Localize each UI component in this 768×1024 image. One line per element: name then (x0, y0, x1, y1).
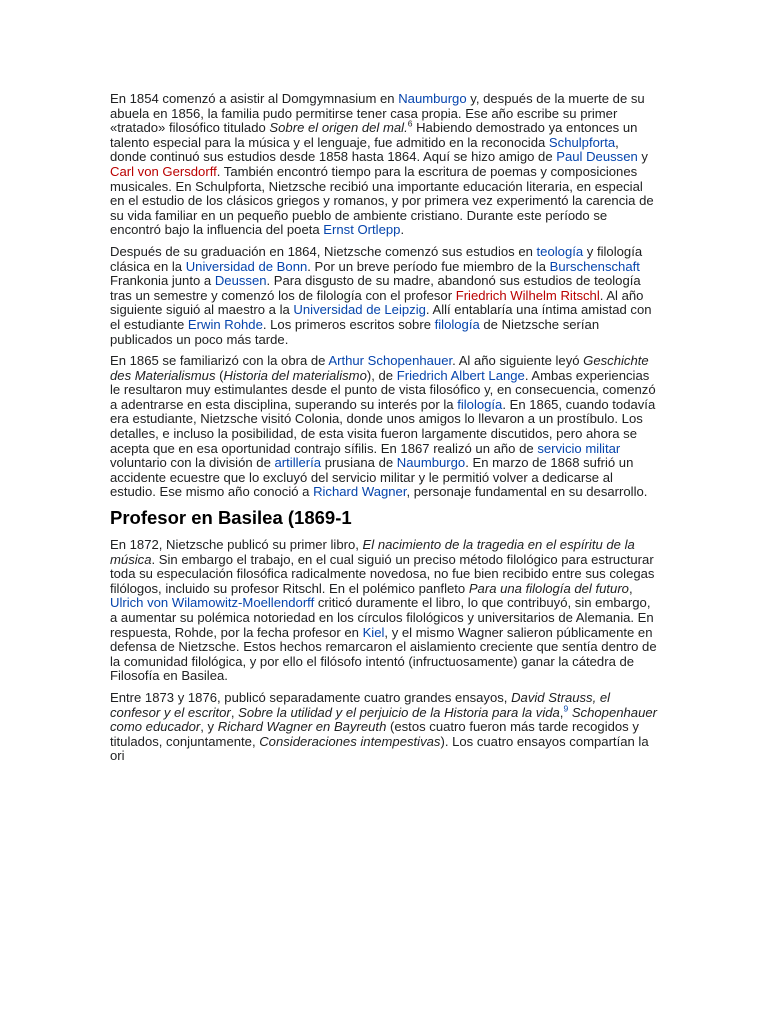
text-run: En 1865 se familiarizó con la obra de (110, 353, 329, 369)
article-link[interactable]: Naumburgo (396, 455, 466, 471)
text-run: , (628, 580, 633, 596)
footnote-reference[interactable]: 9 (563, 703, 569, 714)
text-run: . Para disgusto de su madre, abandonó sus estudios de teología tras un semestre y comenzó los de filología con el profesor (110, 273, 641, 303)
text-run: . Al año siguiente leyó (452, 353, 584, 369)
text-run: En 1872, Nietzsche publicó su primer libro, (110, 537, 363, 553)
text-run: ). Los cuatro ensayos compartían la ori (110, 733, 649, 764)
text-run: . Allí entablaría una íntima amistad con el estudiante (110, 302, 652, 332)
italic-text: Richard Wagner en Bayreuth (217, 719, 387, 735)
paragraph-1 (110, 92, 658, 238)
missing-article-link[interactable]: Carl von Gersdorff (110, 163, 217, 179)
text-run: . En 1865, cuando todavía era estudiante, Nietzsche visitó Colonia, donde unos amigos lo llevaron a un prostíbulo. Los detalles, e incluso la posibilidad, de esta visita fueron largamente discutidos, pero ahora se acepta que en esa oportunidad contrajo sífilis. En 1867 realizó un año de (110, 396, 656, 456)
italic-text: El nacimiento de la tragedia en el espíritu de la música (110, 537, 635, 567)
article-link[interactable]: servicio militar (537, 440, 621, 456)
italic-text: Schopenhauer como educador (110, 704, 657, 735)
text-run: Habiendo demostrado ya entonces un talento especial para la música y el lenguaje, fue admitido en la reconocida (110, 120, 638, 150)
text-run: . Los primeros escritos sobre (262, 316, 435, 332)
paragraph-4 (110, 538, 658, 684)
article-link[interactable]: Deussen (214, 273, 267, 289)
italic-text: David Strauss, el confesor y el escritor (110, 689, 611, 720)
article-link[interactable]: Paul Deussen (556, 149, 638, 165)
text-run: ), de (366, 367, 397, 383)
paragraph-5 (110, 691, 658, 764)
article-link[interactable]: Universidad de Leipzig (293, 302, 426, 318)
text-run: . Sin embargo el trabajo, en el cual siguió un preciso método filológico para estructurar toda su especulación filosófica radicalmente novedosa, no fue bien recibido entre sus colegas filólogos, incluido su profesor Ritschl. En el polémico panfleto (110, 551, 655, 596)
italic-text: . (404, 120, 408, 136)
article-link[interactable]: Burschenschaft (549, 258, 640, 274)
article-link[interactable]: filología (434, 316, 480, 332)
article-link[interactable]: Erwin Rohde (187, 316, 263, 332)
text-run: Después de su graduación en 1864, Nietzsche comenzó sus estudios en (110, 243, 537, 259)
text-run: , (230, 704, 239, 720)
paragraph-3 (110, 354, 658, 500)
text-run: . También encontró tiempo para la escritura de poemas y composiciones musicales. En Schulpforta, Nietzsche recibió una importante educación literaria, en especial en el estudio de los clásicos griegos y romanos, y por primera vez experimentó la carencia de su vida familiar en un pequeño pueblo de ambiente cristiano. Durante este período se encontró bajo la influencia del poeta (110, 163, 654, 238)
text-run: . Ambas experiencias le resultaron muy estimulantes desde el punto de vista filosófico y, en consecuencia, comenzó a adentrarse en esta disciplina, superando su interés por la (110, 367, 656, 412)
text-run: y (637, 149, 648, 165)
text-run: . Por un breve período fue miembro de la (307, 258, 550, 274)
article-link[interactable]: Ulrich von Wilamowitz-Moellendorff (110, 595, 315, 611)
footnote-reference: 6 (407, 118, 413, 129)
paragraph-2 (110, 245, 658, 347)
article-link[interactable]: Arthur Schopenhauer (328, 353, 453, 369)
text-run: , y (200, 719, 218, 735)
text-run: ( (215, 367, 224, 383)
article-link[interactable]: Schulpforta (548, 134, 616, 150)
text-run: de Nietzsche serían publicados un poco más tarde. (110, 316, 600, 347)
article-link[interactable]: Kiel (362, 624, 385, 640)
text-run: y filología clásica en la (110, 243, 643, 274)
missing-article-link[interactable]: Friedrich Wilhelm Ritschl (455, 287, 600, 303)
text-run: Frankonia junto a (110, 273, 215, 289)
text-run: , personaje fundamental en su desarrollo. (406, 484, 648, 500)
article-link[interactable]: filología (457, 396, 503, 412)
text-run: , donde continuó sus estudios desde 1858 hasta 1864. Aquí se hizo amigo de (110, 134, 619, 165)
text-run: prusiana de (321, 455, 397, 471)
italic-text: Geschichte des Materialismus (110, 353, 649, 383)
text-run: y, después de la muerte de su abuela en 1856, la familia pudo permitirse tener casa propia. Ese año escribe su primer «tratado» filosófico titulado (110, 91, 645, 136)
text-run: criticó duramente el libro, lo que contribuyó, sin embargo, a aumentar su polémica notoriedad en los círculos filológicos y universitarios de Alemania. En respuesta, Rohde, por la fecha profesor en (110, 595, 654, 640)
article-link[interactable]: Friedrich Albert Lange (396, 367, 525, 383)
italic-text: Sobre el origen del mal (269, 120, 405, 136)
text-run: . Al año siguiente siguió al maestro a la (110, 287, 644, 318)
text-run: . (400, 222, 405, 238)
article-link[interactable]: artillería (274, 455, 322, 471)
article-link[interactable]: Naumburgo (398, 91, 467, 106)
italic-text: Para una filología del futuro (468, 580, 629, 596)
article-body (110, 92, 658, 771)
italic-text: Sobre la utilidad y el perjuicio de la Historia para la vida (238, 704, 560, 720)
italic-text: Historia del materialismo (223, 367, 367, 383)
text-run: voluntario con la división de (110, 455, 275, 471)
text-run: . En marzo de 1868 sufrió un accidente ecuestre que lo excluyó del servicio militar y le permitió volver a dedicarse al estudio. Ese mismo año conoció a (110, 455, 634, 500)
article-link[interactable]: teología (536, 243, 584, 259)
text-run: , y el mismo Wagner salieron públicamente en defensa de Nietzsche. Estos hechos remarcaron el aislamiento creciente que sentía dentro de la comunidad filológica, y por ello el filósofo intentó (infructuosamente) ganar la cátedra de Filosofía en Basilea. (110, 624, 657, 684)
italic-text: Consideraciones intempestivas (259, 733, 441, 749)
section-heading: Profesor en Basilea (1869-1 (110, 507, 352, 529)
text-run: (estos cuatro fueron más tarde recogidos y titulados, conjuntamente, (110, 719, 639, 749)
text-run: Entre 1873 y 1876, publicó separadamente cuatro grandes ensayos, (110, 689, 512, 705)
article-link[interactable]: Universidad de Bonn (185, 258, 308, 274)
article-link[interactable]: Ernst Ortlepp (323, 222, 401, 238)
text-run: , (559, 704, 564, 720)
article-link[interactable]: Richard Wagner (313, 484, 407, 500)
text-run: En 1854 comenzó a asistir al Domgymnasium en (110, 91, 399, 106)
